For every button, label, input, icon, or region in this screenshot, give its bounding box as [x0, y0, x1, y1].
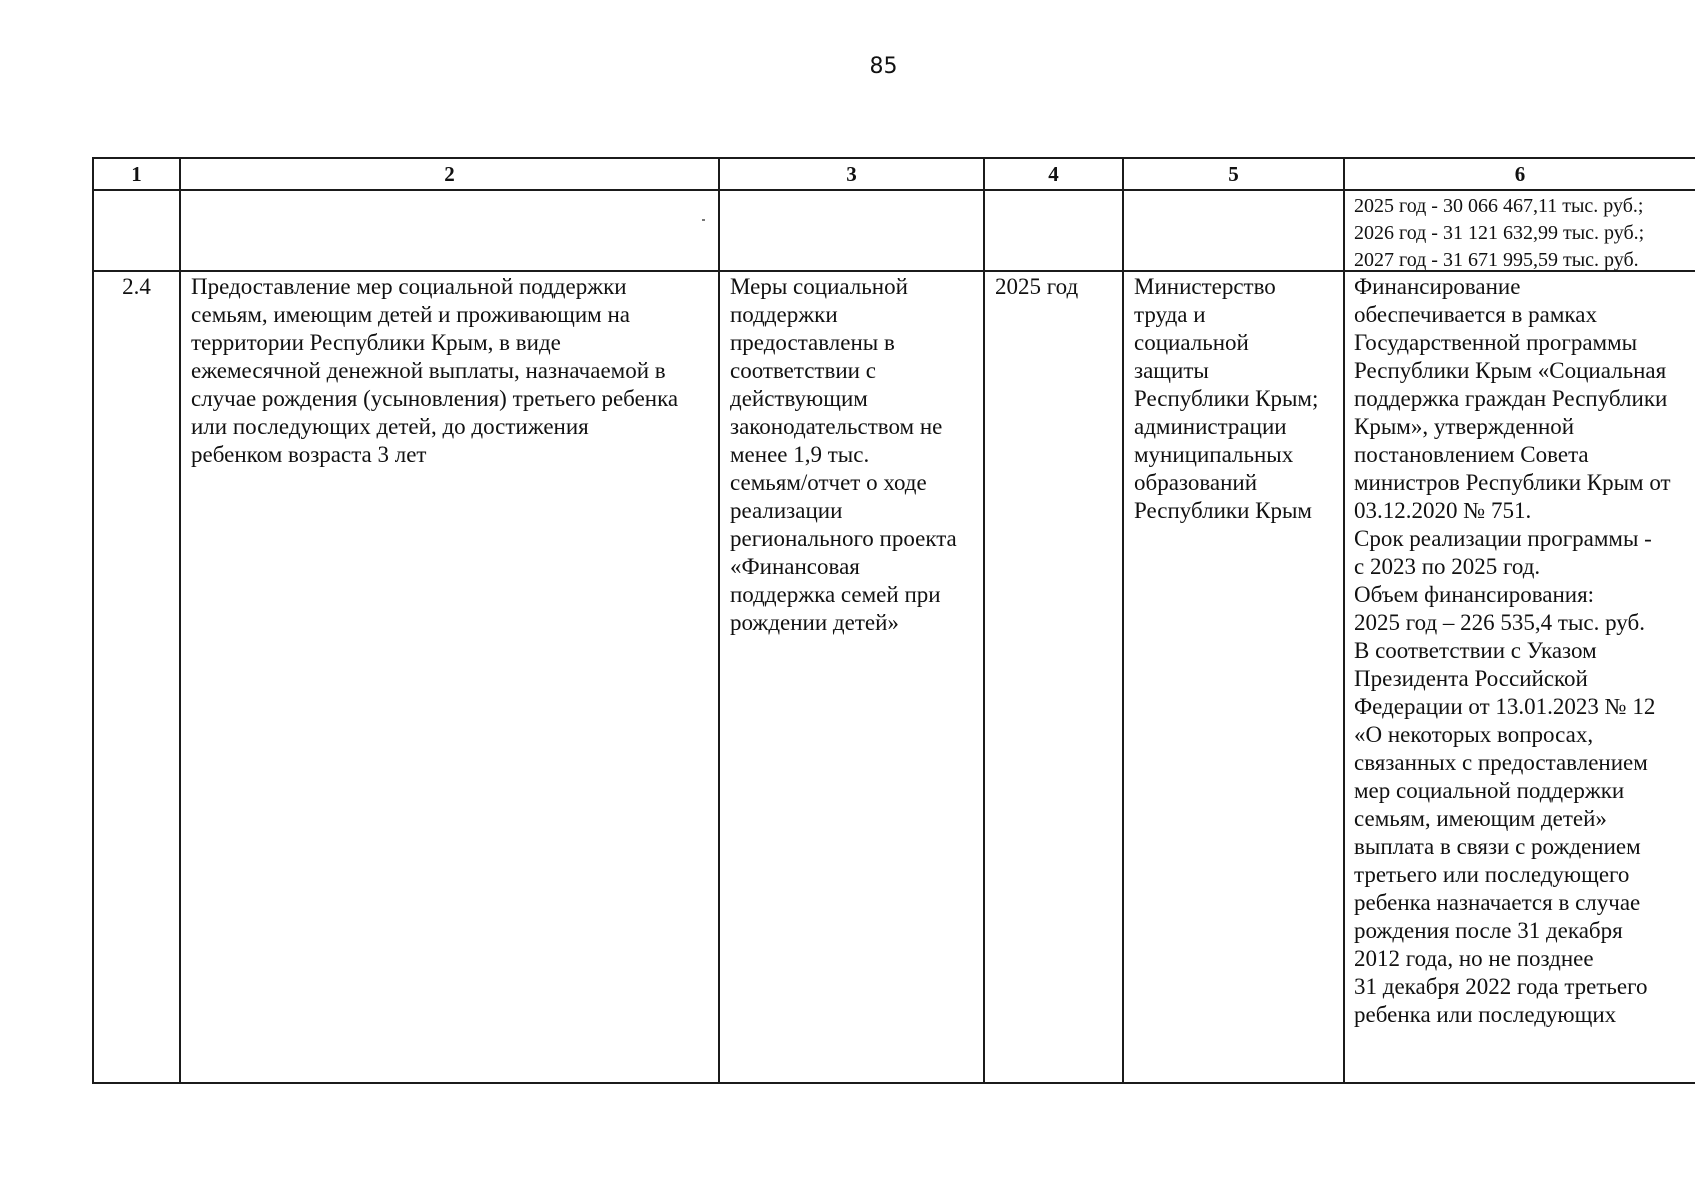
responsible-executor: Министерство труда и социальной защиты Республики Крым; администрации муниципальных образований Республики Крым — [1134, 274, 1319, 523]
column-divider-4 — [1122, 157, 1124, 1084]
measure-description: Предоставление мер социальной поддержки семьям, имеющим детей и проживающим на территории Республики Крым, в виде ежемесячной денежной выплаты, назначаемой в случае рождения (усыновления) третьего ребенка или последующих детей, до достижения ребенком возраста 3 лет — [191, 274, 679, 467]
header-bottom-border — [92, 189, 1695, 191]
column-divider-2 — [718, 157, 720, 1084]
expected-result: Меры социальной поддержки предоставлены в соответствии с действующим законодательством не менее 1,9 тыс. семьям/отчет о ходе реализации регионального проекта «Финансовая поддержка семей при рождении детей» — [730, 274, 957, 635]
table-top-border — [92, 157, 1695, 159]
implementation-year: 2025 год — [995, 274, 1079, 299]
table-bottom-border — [92, 1082, 1695, 1084]
header-col-4: 4 — [1048, 162, 1059, 186]
financing-description: Финансирование обеспечивается в рамках Государственной программы Республики Крым «Социальная поддержка граждан Республики Крым», утвержденной постановлением Совета министров Республики Крым от 03.12.2020 № 751. Срок реализации программы - с 2023 по 2025 год. Объем финансирования: 2025 год – 226 535,4 тыс. руб. В соответствии с Указом Президента Российской Федерации от 13.01.2023 № 12 «О некоторых вопросах, связанных с предоставлением мер социальной поддержки семьям, имеющим детей» выплата в связи с рождением третьего или последующего ребенка назначается в случае рождения после 31 декабря 2012 года, но не позднее 31 декабря 2022 года третьего ребенка или последующих — [1354, 274, 1671, 1027]
column-divider-3 — [983, 157, 985, 1084]
header-col-2: 2 — [444, 162, 455, 186]
header-col-5: 5 — [1228, 162, 1239, 186]
column-divider-1 — [179, 157, 181, 1084]
continuation-financing-text: 2025 год - 30 066 467,11 тыс. руб.; 2026 год - 31 121 632,99 тыс. руб.; 2027 год - 31 671 995,59 тыс. руб. — [1354, 195, 1645, 271]
header-col-1: 1 — [131, 162, 142, 186]
page-number: 85 — [869, 54, 898, 79]
row-number: 2.4 — [122, 274, 151, 299]
header-col-3: 3 — [846, 162, 857, 186]
column-divider-5 — [1343, 157, 1345, 1084]
scan-speck — [702, 219, 705, 221]
header-col-6: 6 — [1514, 162, 1526, 186]
